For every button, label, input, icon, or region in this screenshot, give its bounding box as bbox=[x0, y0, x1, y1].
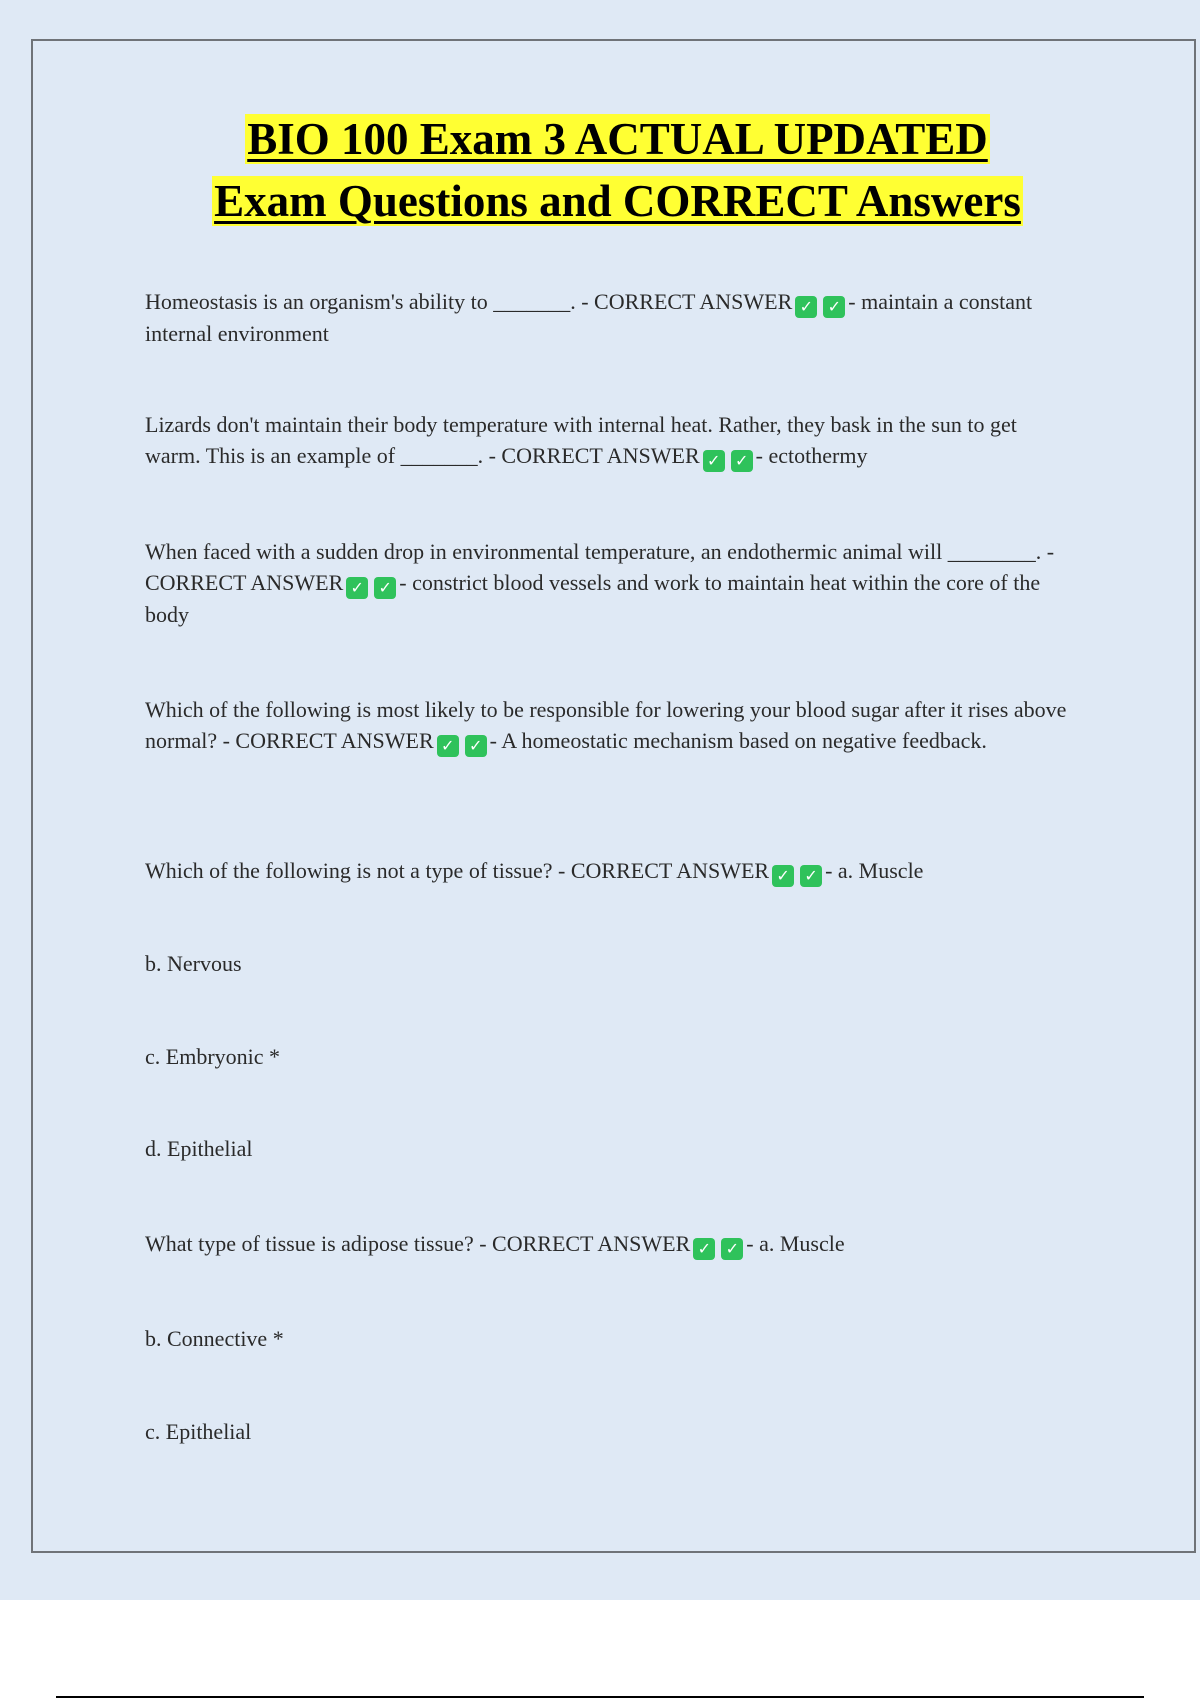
option-connective: b. Connective * bbox=[145, 1326, 284, 1351]
answer-text: - ectothermy bbox=[755, 443, 868, 468]
question-text: Homeostasis is an organism's ability to _______. - CORRECT ANSWER bbox=[145, 289, 793, 314]
check-mark-icon: ✓ bbox=[800, 865, 822, 887]
check-mark-icon: ✓ bbox=[374, 577, 396, 599]
title-line-1: BIO 100 Exam 3 ACTUAL UPDATED bbox=[247, 114, 988, 164]
document-title bbox=[0, 108, 1200, 232]
question-text: When faced with a sudden drop in environmental temperature, an endothermic animal will ________. - CORRECT ANSWER bbox=[145, 539, 1055, 595]
qa-item-adipose bbox=[145, 1228, 1075, 1260]
check-mark-icon: ✓ bbox=[731, 450, 753, 472]
title-line-2: Exam Questions and CORRECT Answers bbox=[214, 176, 1021, 226]
qa-item-endothermic bbox=[145, 536, 1075, 630]
answer-text: - constrict blood vessels and work to maintain heat within the core of the body bbox=[145, 570, 1041, 627]
qa-item-lizards bbox=[145, 409, 1075, 472]
question-text: What type of tissue is adipose tissue? - CORRECT ANSWER bbox=[145, 1231, 691, 1256]
check-mark-icon: ✓ bbox=[772, 865, 794, 887]
check-mark-icon: ✓ bbox=[703, 450, 725, 472]
answer-text: - a. Muscle bbox=[746, 1231, 845, 1256]
check-mark-icon: ✓ bbox=[437, 735, 459, 757]
qa-item-tissue-type bbox=[145, 855, 1075, 887]
check-mark-icon: ✓ bbox=[823, 296, 845, 318]
option-nervous: b. Nervous bbox=[145, 951, 242, 976]
option-embryonic: c. Embryonic * bbox=[145, 1044, 281, 1069]
check-mark-icon: ✓ bbox=[693, 1238, 715, 1260]
check-mark-icon: ✓ bbox=[465, 735, 487, 757]
answer-text: - a. Muscle bbox=[825, 858, 924, 883]
question-text: Which of the following is not a type of tissue? - CORRECT ANSWER bbox=[145, 858, 770, 883]
check-mark-icon: ✓ bbox=[795, 296, 817, 318]
page-divider bbox=[56, 1696, 1144, 1698]
question-text: Which of the following is most likely to be responsible for lowering your blood sugar after it rises above normal? - CORRECT ANSWER bbox=[145, 697, 1067, 753]
qa-item-homeostasis bbox=[145, 286, 1075, 349]
answer-text: - A homeostatic mechanism based on negative feedback. bbox=[489, 728, 987, 753]
option-epithelial-d: d. Epithelial bbox=[145, 1136, 253, 1161]
qa-item-blood-sugar bbox=[145, 694, 1075, 757]
option-epithelial-c: c. Epithelial bbox=[145, 1419, 252, 1444]
answer-text: - maintain a constant internal environment bbox=[145, 289, 1033, 346]
question-text: Lizards don't maintain their body temperature with internal heat. Rather, they bask in the sun to get warm. This is an example of _______. - CORRECT ANSWER bbox=[145, 412, 1017, 468]
check-mark-icon: ✓ bbox=[721, 1238, 743, 1260]
check-mark-icon: ✓ bbox=[346, 577, 368, 599]
